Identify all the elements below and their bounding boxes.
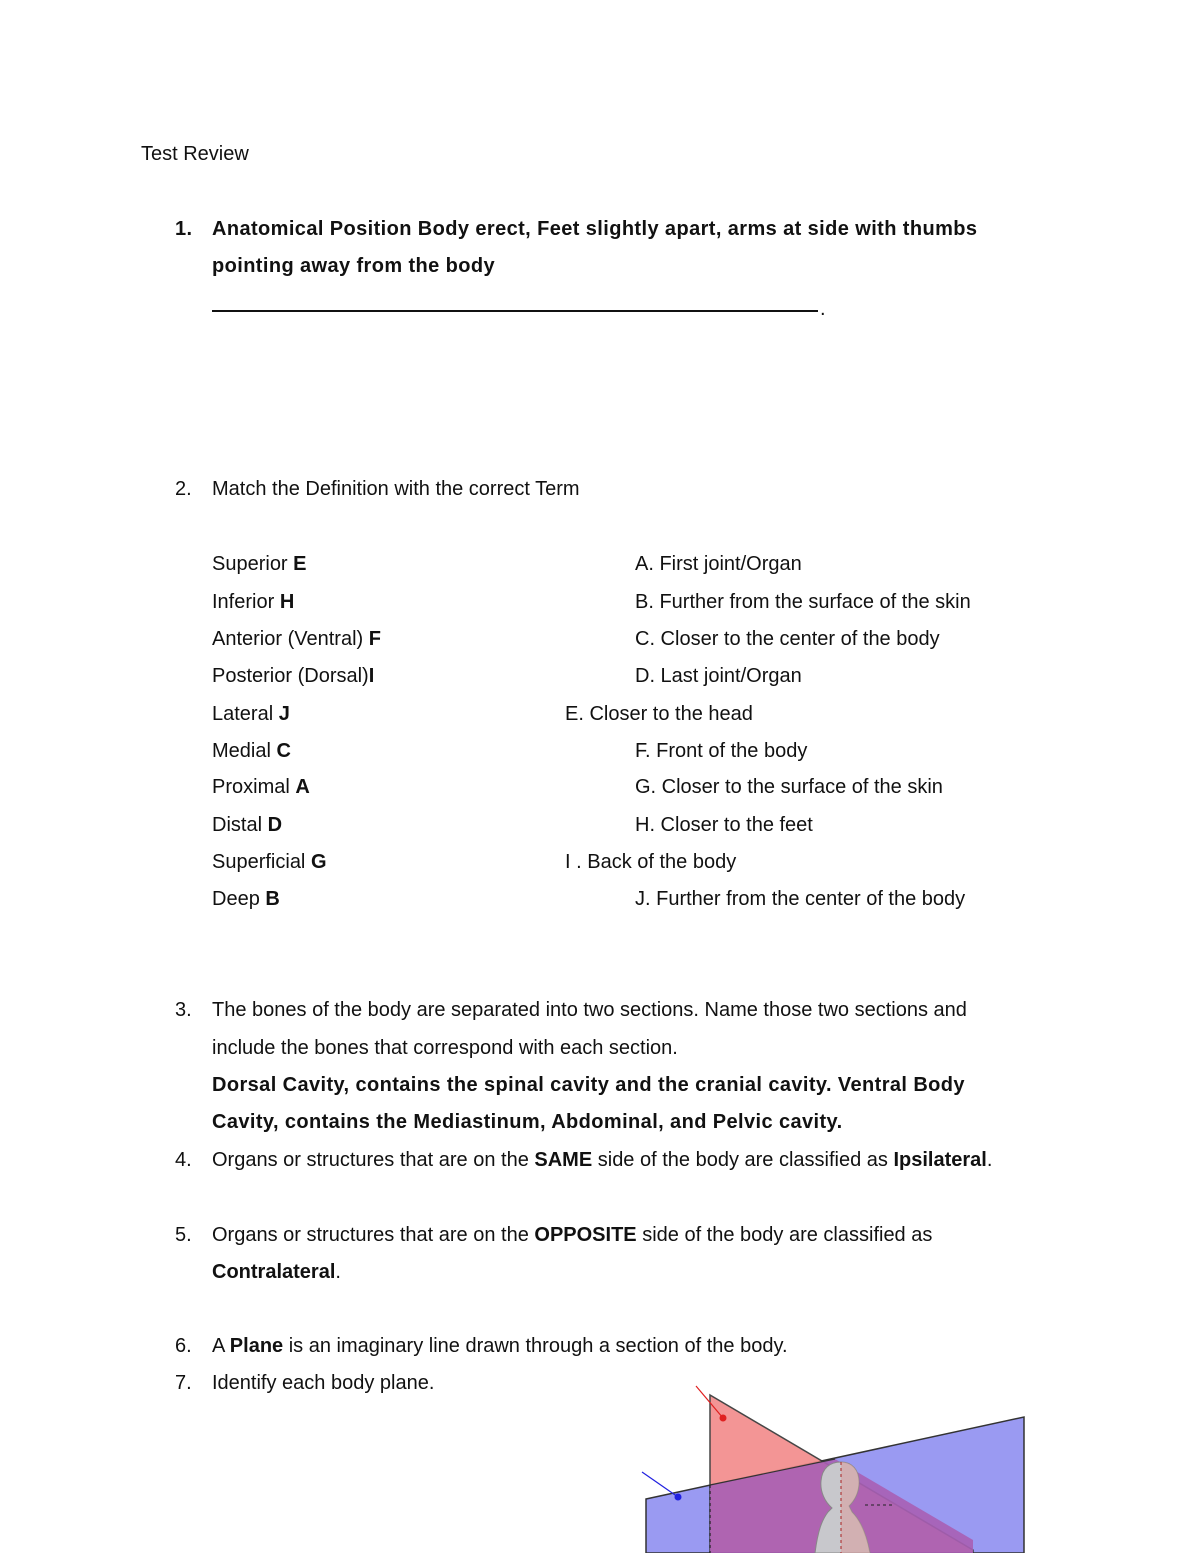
term-answer: A — [295, 776, 310, 798]
term-row — [212, 887, 280, 911]
term-answer: I — [368, 665, 375, 687]
q4-text-pre: Organs or structures that are on the — [212, 1149, 535, 1171]
q1-end-period: . — [820, 298, 826, 320]
definition-item: J. Further from the center of the body — [635, 888, 966, 910]
term-label: Medial — [212, 740, 277, 762]
frontal-pointer-dot — [675, 1494, 682, 1501]
q5-number: 5. — [175, 1224, 192, 1246]
q6-text-post: is an imaginary line drawn through a section of the body. — [283, 1335, 788, 1357]
answer-blank-line — [212, 310, 818, 312]
definition-item: B. Further from the surface of the skin — [635, 591, 971, 613]
term-label: Proximal — [212, 776, 296, 798]
term-answer: J — [278, 703, 290, 725]
q5-text-end: . — [335, 1261, 341, 1283]
term-label: Superficial — [212, 851, 311, 873]
q4-sentence — [212, 1148, 992, 1172]
term-row — [212, 590, 294, 614]
definition-item: D. Last joint/Organ — [635, 665, 802, 687]
definition-item: H. Closer to the feet — [635, 814, 813, 836]
term-row — [212, 775, 310, 799]
q3-line1: The bones of the body are separated into two sections. Name those two sections and — [212, 999, 967, 1021]
term-answer: H — [279, 591, 295, 613]
q5-text-mid: side of the body are classified as — [636, 1224, 933, 1246]
q2-number: 2. — [175, 478, 192, 500]
term-label: Deep — [212, 888, 266, 910]
q4-text-end: . — [986, 1149, 993, 1171]
q7-prompt: Identify each body plane. — [212, 1372, 435, 1394]
q5-answer-contralateral: Contralateral — [212, 1261, 336, 1283]
q3-line2: include the bones that correspond with each section. — [212, 1037, 678, 1059]
definition-item: C. Closer to the center of the body — [635, 628, 940, 650]
term-label: Distal — [212, 814, 268, 836]
term-label: Inferior — [212, 591, 280, 613]
q3-answer-line2: Cavity, contains the Mediastinum, Abdominal, and Pelvic cavity. — [212, 1111, 843, 1133]
definition-item: G. Closer to the surface of the skin — [635, 776, 943, 798]
q3-answer-line1: Dorsal Cavity, contains the spinal cavity and the cranial cavity. Ventral Body — [212, 1074, 965, 1096]
q4-answer-ipsilateral: Ipsilateral — [893, 1149, 987, 1171]
definition-item: I . Back of the body — [565, 851, 737, 873]
sagittal-pointer-dot — [720, 1415, 727, 1422]
term-answer: G — [310, 851, 327, 873]
q6-keyword-plane: Plane — [229, 1335, 284, 1357]
term-row — [212, 552, 307, 576]
q4-keyword-same: SAME — [534, 1149, 593, 1171]
q3-number: 3. — [175, 999, 192, 1021]
term-label: Lateral — [212, 703, 279, 725]
term-row — [212, 702, 290, 726]
q4-text-mid: side of the body are classified as — [592, 1149, 894, 1171]
term-label: Anterior (Ventral) — [212, 628, 369, 650]
body-planes-figure — [630, 1380, 1030, 1553]
q6-sentence — [212, 1334, 788, 1358]
term-row — [212, 850, 327, 874]
q6-number: 6. — [175, 1335, 192, 1357]
frontal-pointer-line — [642, 1472, 678, 1497]
q1-line2: pointing away from the body — [212, 255, 496, 277]
term-answer: F — [368, 628, 381, 650]
term-label: Superior — [212, 553, 294, 575]
term-row — [212, 813, 282, 837]
q7-number: 7. — [175, 1372, 192, 1394]
q5-answer-line — [212, 1260, 341, 1284]
definition-item: E. Closer to the head — [565, 703, 753, 725]
q4-number: 4. — [175, 1149, 192, 1171]
q1-number: 1. — [175, 218, 193, 240]
definition-item: F. Front of the body — [635, 740, 808, 762]
q6-text-pre: A — [212, 1335, 230, 1357]
term-answer: D — [267, 814, 283, 836]
term-row — [212, 739, 291, 763]
term-row — [212, 664, 374, 688]
term-answer: B — [265, 888, 280, 910]
term-answer: E — [293, 553, 307, 575]
q2-prompt: Match the Definition with the correct Term — [212, 478, 580, 500]
term-row — [212, 627, 381, 651]
page-title: Test Review — [141, 143, 249, 165]
definition-item: A. First joint/Organ — [635, 553, 802, 575]
q5-keyword-opposite: OPPOSITE — [534, 1224, 637, 1246]
term-label: Posterior (Dorsal) — [212, 665, 369, 687]
q5-sentence — [212, 1223, 932, 1247]
q1-line1: Anatomical Position Body erect, Feet slightly apart, arms at side with thumbs — [212, 218, 978, 240]
term-answer: C — [276, 740, 291, 762]
q5-text-pre: Organs or structures that are on the — [212, 1224, 535, 1246]
